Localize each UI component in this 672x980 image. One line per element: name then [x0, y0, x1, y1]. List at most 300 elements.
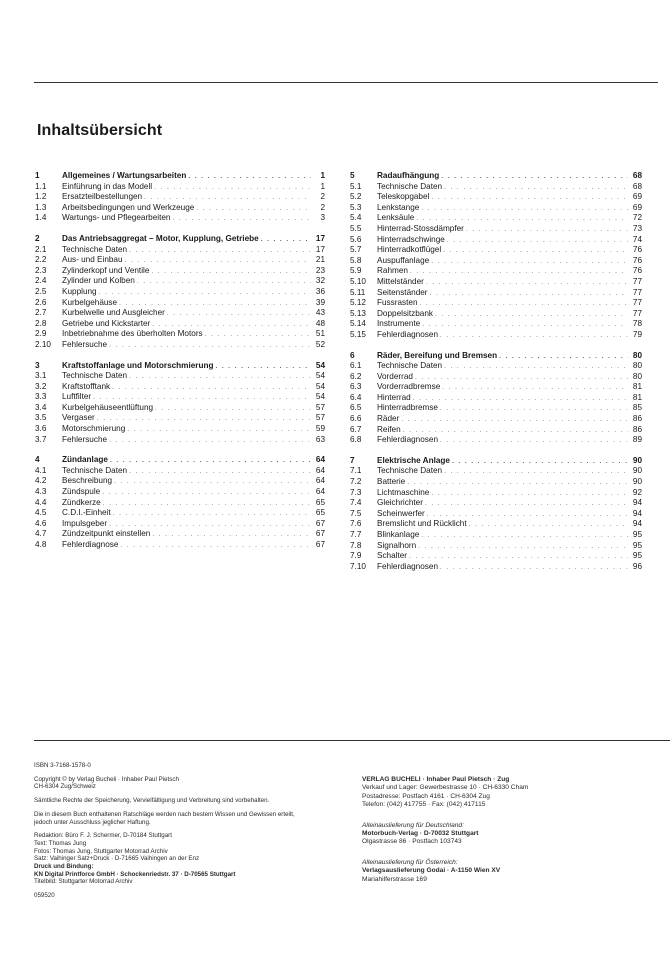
toc-number: 1.3: [35, 202, 47, 212]
toc-entry: [350, 562, 642, 573]
toc-entry: [35, 192, 325, 203]
toc-title: Impulsgeber: [62, 518, 108, 528]
toc-entry: [35, 213, 325, 224]
toc-number: 7.10: [350, 561, 366, 571]
toc-title: Einführung in das Modell: [62, 181, 153, 191]
toc-number: 3.1: [35, 371, 47, 381]
toc-leader: [127, 425, 311, 435]
toc-leader: [113, 509, 311, 519]
toc-number: 4.3: [35, 487, 47, 497]
toc-leader: [431, 489, 628, 499]
toc-entry: [35, 487, 325, 498]
toc-title: Inbetriebnahme des überholten Motors: [62, 329, 203, 339]
toc-chapter-heading: [350, 456, 642, 467]
toc-number: 3.4: [35, 402, 47, 412]
copyright: Copyright © by Verlag Bucheli · Inhaber Paul Pietsch CH-6304 Zug/Schweiz: [34, 775, 179, 791]
toc-leader: [444, 467, 628, 477]
toc-entry: [35, 203, 325, 214]
toc-page-number: 86: [632, 414, 642, 424]
toc-number: 4.6: [35, 518, 47, 528]
toc-leader: [413, 394, 628, 404]
toc-page-number: 54: [315, 392, 325, 402]
toc-number: 4.1: [35, 465, 47, 475]
toc-number: 5: [350, 171, 355, 180]
toc-page-number: 21: [315, 255, 325, 265]
toc-page-number: 73: [632, 223, 642, 233]
toc-entry: [350, 403, 642, 414]
toc-title: Hinterrad-Stossdämpfer: [377, 223, 464, 233]
toc-title: Fehlersuche: [62, 434, 108, 444]
toc-title: Kupplung: [62, 286, 97, 296]
toc-title: Fehlerdiagnosen: [377, 435, 438, 445]
toc-entry: [35, 287, 325, 298]
toc-page-number: 95: [632, 530, 642, 539]
toc-chapter-heading: [35, 234, 325, 245]
toc-number: 5.6: [350, 234, 362, 244]
toc-number: 7.4: [350, 498, 362, 508]
toc-entry: [35, 498, 325, 509]
toc-number: 6.3: [350, 382, 362, 392]
toc-entry: [350, 488, 642, 499]
toc-entry: [35, 403, 325, 414]
toc-title: Reifen: [377, 424, 401, 434]
toc-leader: [426, 278, 628, 288]
toc-number: 4: [35, 455, 40, 465]
toc-section: [350, 171, 642, 341]
toc-page-number: 96: [632, 561, 642, 571]
toc-title: Wartungs- und Pflegearbeiten: [62, 213, 171, 223]
toc-page-number: 90: [632, 477, 642, 487]
toc-leader: [469, 520, 628, 530]
toc-entry: [350, 245, 642, 256]
toc-number: 4.7: [35, 529, 47, 539]
toc-title: Technische Daten: [377, 466, 443, 476]
toc-entry: [350, 277, 642, 288]
toc-page-number: 59: [315, 424, 325, 434]
toc-number: 2.4: [35, 276, 47, 286]
toc-entry: [35, 413, 325, 424]
toc-page-number: 68: [632, 171, 642, 180]
toc-leader: [421, 204, 628, 214]
toc-entry: [350, 393, 642, 404]
toc-leader: [137, 277, 311, 287]
toc-leader: [152, 530, 311, 540]
toc-number: 1.2: [35, 192, 47, 202]
toc-number: 2.2: [35, 255, 47, 265]
toc-chapter-heading: [35, 171, 325, 182]
toc-page-number: 69: [632, 192, 642, 202]
toc-leader: [410, 267, 628, 277]
toc-leader: [440, 563, 628, 573]
toc-leader: [452, 457, 628, 467]
toc-chapter-heading: [35, 455, 325, 466]
toc-entry: [350, 477, 642, 488]
toc-page-number: 80: [632, 350, 642, 360]
toc-title: Fussrasten: [377, 298, 418, 308]
toc-title: Räder, Bereifung und Bremsen: [377, 350, 498, 360]
toc-leader: [407, 478, 628, 488]
toc-leader: [93, 393, 311, 403]
toc-leader: [205, 330, 311, 340]
toc-number: 1.4: [35, 213, 47, 223]
toc-entry: [350, 203, 642, 214]
toc-number: 7.6: [350, 519, 362, 529]
toc-number: 2.5: [35, 286, 47, 296]
toc-leader: [151, 267, 311, 277]
imprint-divider: [34, 740, 670, 741]
toc-entry: [35, 435, 325, 446]
rights-notice: Sämtliche Rechte der Speicherung, Vervielfältigung und Verbreitung sind vorbehalten.: [34, 797, 270, 805]
disclaimer: Die in diesem Buch enthaltenen Ratschläge werden nach bestem Wissen und Gewissen erteilt, jedoch unter Ausschluss jeglicher Haftung.: [34, 810, 295, 826]
toc-entry: [350, 213, 642, 224]
toc-entry: [35, 182, 325, 193]
toc-title: Teleskopgabel: [377, 192, 430, 202]
publisher-main: VERLAG BUCHELI · Inhaber Paul Pietsch · Zug Verkauf und Lager: Gewerbestrasse 10 · CH-6330 Cham Postadresse: Postfach 4161 · CH-6304 Zug Telefon: (042) 417755 · Fax: (042) 417115: [362, 776, 529, 809]
toc-page-number: 94: [632, 498, 642, 508]
toc-entry: [350, 530, 642, 541]
toc-title: Vorderradbremse: [377, 382, 441, 392]
toc-title: Zündkerze: [62, 497, 101, 507]
toc-title: Auspuffanlage: [377, 255, 430, 265]
toc-page-number: 17: [315, 233, 325, 243]
toc-title: Räder: [377, 414, 400, 424]
toc-leader: [196, 204, 311, 214]
toc-number: 2.6: [35, 297, 47, 307]
toc-entry: [350, 425, 642, 436]
toc-entry: [350, 224, 642, 235]
toc-page-number: 43: [315, 308, 325, 318]
toc-page-number: 67: [315, 540, 325, 549]
toc-leader: [418, 542, 628, 552]
toc-title: Hinterrad: [377, 392, 411, 402]
toc-title: Hinterradkotflügel: [377, 245, 442, 255]
toc-leader: [444, 362, 628, 372]
toc-leader: [99, 288, 311, 298]
toc-title: Technische Daten: [62, 465, 128, 475]
toc-title: Zündzeitpunkt einstellen: [62, 529, 151, 539]
toc-title: Getriebe und Kickstarter: [62, 318, 151, 328]
toc-page-number: 17: [315, 244, 325, 254]
toc-page-number: 64: [315, 487, 325, 497]
toc-number: 1: [35, 171, 40, 180]
toc-leader: [440, 404, 628, 414]
toc-entry: [35, 519, 325, 530]
top-divider: [34, 82, 658, 83]
toc-leader: [427, 510, 628, 520]
toc-entry: [350, 498, 642, 509]
toc-right-column: [350, 171, 642, 582]
toc-leader: [425, 499, 628, 509]
toc-leader: [144, 193, 311, 203]
toc-title: Mittelständer: [377, 276, 424, 286]
toc-number: 5.14: [350, 319, 366, 329]
toc-leader: [120, 541, 311, 551]
toc-entry: [350, 319, 642, 330]
toc-page-number: 48: [315, 318, 325, 328]
toc-entry: [350, 182, 642, 193]
toc-page-number: 92: [632, 487, 642, 497]
toc-title: Aus- und Einbau: [62, 255, 123, 265]
toc-leader: [97, 414, 311, 424]
toc-entry: [350, 192, 642, 203]
toc-title: Technische Daten: [62, 244, 128, 254]
toc-title: C.D.I.-Einheit: [62, 508, 111, 518]
toc-entry: [350, 509, 642, 520]
toc-entry: [350, 256, 642, 267]
publisher-germany: Alleinauslieferung für Deutschland: Motorbuch-Verlag · D-70032 Stuttgart Olgastrasse 86 · Postfach 103743: [362, 821, 479, 846]
toc-number: 5.7: [350, 245, 362, 255]
toc-number: 5.10: [350, 276, 366, 286]
toc-page-number: 64: [315, 465, 325, 475]
toc-leader: [466, 225, 628, 235]
toc-title: Zylinder und Kolben: [62, 276, 135, 286]
toc-entry: [35, 308, 325, 319]
toc-title: Arbeitsbedingungen und Werkzeuge: [62, 202, 195, 212]
toc-entry: [350, 541, 642, 552]
toc-title: Kurbelgehäuseentlüftung: [62, 402, 154, 412]
isbn: ISBN 3-7168-1578-0: [34, 762, 91, 769]
toc-leader: [109, 341, 311, 351]
toc-page-number: 1: [320, 181, 325, 191]
toc-title: Kraftstoffanlage und Motorschmierung: [62, 360, 214, 370]
toc-number: 6.1: [350, 361, 362, 371]
toc-title: Radaufhängung: [377, 171, 440, 180]
toc-number: 2.3: [35, 265, 47, 275]
toc-page-number: 90: [632, 455, 642, 465]
toc-entry: [350, 266, 642, 277]
toc-leader: [431, 257, 628, 267]
toc-section: [350, 351, 642, 446]
toc-leader: [112, 383, 311, 393]
toc-page-number: 63: [315, 434, 325, 444]
toc-leader: [421, 531, 628, 541]
print-code: 059520: [34, 892, 55, 900]
toc-title: Luftfilter: [62, 392, 92, 402]
toc-page-number: 81: [632, 382, 642, 392]
toc-title: Ersatzteilbestellungen: [62, 192, 143, 202]
toc-page-number: 77: [632, 276, 642, 286]
toc-leader: [415, 373, 628, 383]
toc-page-number: 79: [632, 329, 642, 339]
toc-entry: [350, 330, 642, 341]
toc-entry: [35, 371, 325, 382]
toc-page-number: 64: [315, 476, 325, 486]
toc-entry: [35, 466, 325, 477]
toc-page-number: 67: [315, 529, 325, 539]
toc-leader: [422, 320, 628, 330]
toc-leader: [103, 499, 311, 509]
toc-entry: [350, 309, 642, 320]
toc-number: 4.2: [35, 476, 47, 486]
toc-page-number: 76: [632, 255, 642, 265]
toc-title: Fehlerdiagnose: [62, 540, 119, 549]
toc-chapter-heading: [35, 361, 325, 372]
toc-leader: [125, 256, 311, 266]
toc-page-number: 54: [315, 371, 325, 381]
toc-number: 3.3: [35, 392, 47, 402]
toc-number: 7.3: [350, 487, 362, 497]
toc-page-number: 95: [632, 540, 642, 550]
toc-number: 6.5: [350, 403, 362, 413]
toc-entry: [35, 540, 325, 551]
toc-page-number: 32: [315, 276, 325, 286]
toc-number: 5.15: [350, 329, 366, 339]
toc-page-number: 65: [315, 508, 325, 518]
toc-number: 5.2: [350, 192, 362, 202]
toc-page-number: 54: [315, 381, 325, 391]
toc-leader: [110, 456, 311, 466]
toc-title: Fehlerdiagnosen: [377, 561, 438, 571]
toc-number: 2: [35, 233, 40, 243]
toc-entry: [35, 255, 325, 266]
toc-title: Bremslicht und Rücklicht: [377, 519, 467, 529]
toc-page-number: 51: [315, 329, 325, 339]
toc-leader: [440, 331, 628, 341]
toc-chapter-heading: [350, 351, 642, 362]
toc-title: Vorderrad: [377, 371, 413, 381]
toc-page-number: 78: [632, 319, 642, 329]
toc-entry: [35, 476, 325, 487]
toc-entry: [350, 519, 642, 530]
toc-title: Lenkstange: [377, 202, 420, 212]
toc-number: 2.9: [35, 329, 47, 339]
toc-title: Lenksäule: [377, 213, 415, 223]
toc-number: 5.12: [350, 298, 366, 308]
toc-number: 3.6: [35, 424, 47, 434]
toc-leader: [442, 383, 628, 393]
toc-page-number: 77: [632, 298, 642, 308]
toc-section: [350, 456, 642, 573]
toc-chapter-heading: [350, 171, 642, 182]
toc-page-number: 2: [320, 192, 325, 202]
toc-leader: [215, 362, 311, 372]
toc-number: 7.7: [350, 530, 362, 539]
toc-page-number: 39: [315, 297, 325, 307]
toc-page-number: 57: [315, 413, 325, 423]
toc-title: Beschreibung: [62, 476, 113, 486]
toc-page-number: 54: [315, 360, 325, 370]
toc-title: Hinterradschwinge: [377, 234, 445, 244]
toc-number: 7.5: [350, 508, 362, 518]
toc-number: 2.7: [35, 308, 47, 318]
toc-entry: [35, 392, 325, 403]
toc-leader: [444, 183, 628, 193]
toc-page-number: 67: [315, 518, 325, 528]
toc-number: 3.5: [35, 413, 47, 423]
toc-number: 5.3: [350, 202, 362, 212]
toc-page-number: 76: [632, 266, 642, 276]
toc-title: Zündspule: [62, 487, 101, 497]
toc-entry: [35, 424, 325, 435]
toc-page-number: 36: [315, 286, 325, 296]
toc-number: 6: [350, 350, 355, 360]
toc-leader: [401, 415, 628, 425]
toc-section: [35, 171, 325, 224]
toc-leader: [167, 309, 311, 319]
toc-number: 6.7: [350, 424, 362, 434]
toc-number: 5.8: [350, 255, 362, 265]
toc-entry: [35, 276, 325, 287]
toc-number: 6.6: [350, 414, 362, 424]
toc-number: 5.13: [350, 308, 366, 318]
toc-page-number: 90: [632, 466, 642, 476]
toc-leader: [129, 467, 311, 477]
toc-page-number: 23: [315, 265, 325, 275]
toc-leader: [109, 436, 311, 446]
toc-title: Hinterradbremse: [377, 403, 438, 413]
toc-leader: [409, 552, 628, 562]
toc-leader: [109, 520, 311, 530]
toc-title: Fehlersuche: [62, 339, 108, 349]
toc-title: Seitenständer: [377, 287, 428, 297]
toc-title: Zündanlage: [62, 455, 108, 465]
toc-leader: [172, 214, 311, 224]
toc-number: 5.5: [350, 223, 362, 233]
toc-entry: [35, 340, 325, 351]
toc-entry: [350, 372, 642, 383]
toc-title: Batterie: [377, 477, 406, 487]
toc-number: 6.8: [350, 435, 362, 445]
toc-title: Fehlerdiagnosen: [377, 329, 438, 339]
toc-leader: [129, 372, 311, 382]
toc-page-number: 95: [632, 551, 642, 561]
toc-leader: [443, 246, 628, 256]
toc-title: Blinkanlage: [377, 530, 420, 539]
toc-title: Motorschmierung: [62, 424, 126, 434]
toc-page-number: 89: [632, 435, 642, 445]
toc-leader: [431, 193, 628, 203]
toc-entry: [350, 551, 642, 562]
toc-entry: [35, 298, 325, 309]
toc-leader: [261, 235, 311, 245]
toc-page-number: 68: [632, 181, 642, 191]
toc-leader: [102, 488, 311, 498]
toc-title: Kraftstofftank: [62, 381, 111, 391]
toc-page-number: 72: [632, 213, 642, 223]
toc-entry: [350, 361, 642, 372]
toc-leader: [441, 172, 628, 182]
toc-number: 6.2: [350, 371, 362, 381]
toc-number: 3.2: [35, 381, 47, 391]
toc-title: Gleichrichter: [377, 498, 423, 508]
credits: Redaktion: Büro F. J. Schermer, D-70184 Stuttgart Text: Thomas Jung Fotos: Thomas Jung, Stuttgarter Motorrad Archiv Satz: Vaihinger Satz+Druck · D-71665 Vaihingen an der Enz Druck und Bindung: KN Digital Printforce GmbH · Schockenriedstr. 37 · D-70565 Stuttgart Titelbild: Stuttgarter Motorrad Archiv: [34, 832, 236, 886]
toc-leader: [403, 426, 628, 436]
toc-title: Vergaser: [62, 413, 95, 423]
toc-entry: [35, 382, 325, 393]
toc-title: Elektrische Anlage: [377, 455, 450, 465]
toc-title: Zylinderkopf und Ventile: [62, 265, 150, 275]
toc-page-number: 52: [315, 339, 325, 349]
toc-leader: [499, 352, 628, 362]
toc-leader: [440, 436, 628, 446]
toc-entry: [350, 414, 642, 425]
toc-leader: [435, 310, 628, 320]
toc-entry: [350, 235, 642, 246]
toc-entry: [35, 266, 325, 277]
toc-left-column: [35, 171, 325, 561]
toc-number: 7.8: [350, 540, 362, 550]
toc-number: 7.1: [350, 466, 362, 476]
toc-number: 5.1: [350, 181, 362, 191]
toc-number: 2.1: [35, 244, 47, 254]
toc-title: Instrumente: [377, 319, 421, 329]
toc-page-number: 86: [632, 424, 642, 434]
toc-title: Signalhorn: [377, 540, 417, 550]
toc-page-number: 81: [632, 392, 642, 402]
toc-entry: [35, 329, 325, 340]
toc-entry: [350, 382, 642, 393]
toc-title: Kurbelwelle und Ausgleicher: [62, 308, 165, 318]
